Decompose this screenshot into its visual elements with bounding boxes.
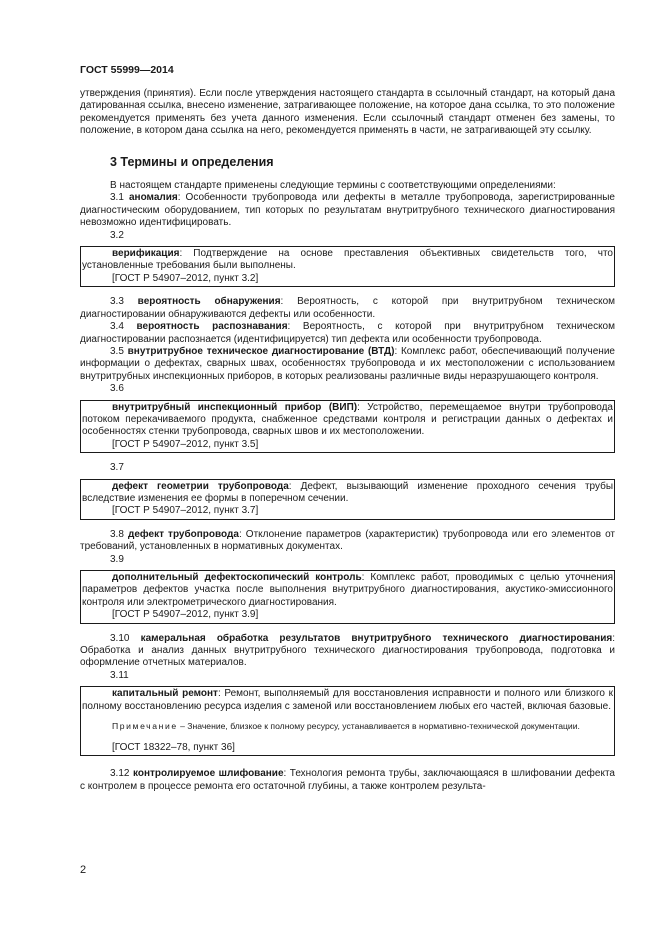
term-3-2: верификация: Подтверждение на основе преставления объективных свидетельств того, что установленные требования были выполнены. xyxy=(82,248,613,272)
page-content xyxy=(80,88,615,793)
term-3-11: капитальный ремонт: Ремонт, выполняемый для восстановления исправности и полного или близкого к полному восстановлению ресурса изделия с заменой или восстановлением любых его частей, включая базовые. xyxy=(82,688,613,712)
page-number: 2 xyxy=(80,864,87,876)
term-3-6-box xyxy=(80,400,615,454)
section-title: 3 Термины и определения xyxy=(110,154,274,169)
term-3-10-name: камеральная обработка результатов внутритрубного технического диагностирования xyxy=(140,632,613,644)
term-3-1: 3.1 аномалия: Особенности трубопровода или дефекты в металле трубопровода, зарегистрированные диагностическим оборудованием, тип которых по результатам внутритрубного технического диагностирования невозможно идентифицировать. xyxy=(80,192,615,229)
term-3-8-name: дефект трубопровода xyxy=(127,528,239,540)
term-3-7-number: 3.7 xyxy=(110,462,124,474)
term-3-6-source: [ГОСТ Р 54907–2012, пункт 3.5] xyxy=(112,438,259,450)
term-3-11-number: 3.11 xyxy=(110,669,129,681)
term-3-5-name: внутритрубное техническое диагностирование (ВТД) xyxy=(127,345,395,357)
term-3-4-name: вероятность распознавания xyxy=(136,321,288,333)
term-3-6-number: 3.6 xyxy=(110,383,124,395)
term-3-9-number: 3.9 xyxy=(110,553,124,565)
standard-header: ГОСТ 55999—2014 xyxy=(80,64,174,76)
term-3-5: 3.5 внутритрубное техническое диагностирование (ВТД): Комплекс работ, обеспечивающий получение информации о дефектах, сварных швах, особенностях трубопровода и их местоположении с использованием внутритрубных инспекционных приборов, в которых реализованы различные виды неразрушающего контроля. xyxy=(80,345,615,382)
term-3-2-source: [ГОСТ Р 54907–2012, пункт 3.2] xyxy=(112,272,259,284)
term-3-12: 3.12 контролируемое шлифование: Технология ремонта трубы, заключающаяся в шлифовании дефекта с контролем в процессе ремонта его остаточной глубины, а также контролем результа- xyxy=(80,768,615,792)
term-3-6: внутритрубный инспекционный прибор (ВИП): Устройство, перемещаемое внутри трубопровода потоком перекачиваемого продукта, снабженное средствами контроля и регистрации данных о дефектах и особенностях стенки трубопровода, сварных швов и их местоположении. xyxy=(82,401,613,438)
term-3-3: 3.3 вероятность обнаружения: Вероятность, с которой при внутритрубном техническом диагностировании обнаруживаются дефекты или особенности. xyxy=(80,296,616,320)
term-3-8: 3.8 дефект трубопровода: Отклонение параметров (характеристик) трубопровода или его элементов от требований, установленных в нормативных документах. xyxy=(80,528,615,553)
term-3-11-note: Примечание – Значение, близкое к полному ресурсу, устанавливается в нормативно-технической документации. xyxy=(112,721,580,732)
term-3-2-number: 3.2 xyxy=(110,229,124,241)
term-3-11-box xyxy=(80,686,615,756)
term-3-11-name: капитальный ремонт xyxy=(112,688,218,700)
term-3-7-box xyxy=(80,479,615,520)
note-label: Примечание xyxy=(112,721,178,732)
term-3-2-name: верификация xyxy=(112,248,180,260)
term-3-11-source: [ГОСТ 18322–78, пункт 36] xyxy=(112,742,235,754)
intro-paragraph: утверждения (принятия). Если после утверждения настоящего стандарта в ссылочный стандарт, на который дана датированная ссылка, внесено изменение, затрагивающее положение, на которое дана ссылка, то это положение рекомендуется применять без учета данного изменения. Если ссылочный стандарт отменен без замены, то положение, в котором дана ссылка на него, рекомендуется применять в части, не затрагивающей эту ссылку. xyxy=(80,88,615,137)
term-3-1-name: аномалия xyxy=(128,192,178,204)
term-3-9: дополнительный дефектоскопический контроль: Комплекс работ, проводимых с целью уточнения параметров дефектов участка после выполнения внутритрубного диагностирования, акустико-эмиссионного контроля или электрометрического диагностирования. xyxy=(82,572,613,608)
term-3-4: 3.4 вероятность распознавания: Вероятность, с которой при внутритрубном техническом диагностировании распознается (идентифицируется) тип дефекта или особенности трубопровода. xyxy=(80,321,615,345)
term-3-7-name: дефект геометрии трубопровода xyxy=(112,480,289,492)
term-3-12-name: контролируемое шлифование xyxy=(132,768,284,780)
term-3-7: дефект геометрии трубопровода: Дефект, вызывающий изменение проходного сечения трубы вследствие изменения ее формы в поперечном сечении. xyxy=(82,480,614,504)
term-3-9-source: [ГОСТ Р 54907–2012, пункт 3.9] xyxy=(112,609,259,621)
term-3-2-box xyxy=(80,246,615,287)
term-3-10: 3.10 камеральная обработка результатов внутритрубного технического диагностирования: Обработка и анализ данных внутритрубного технического диагностирования трубопровода, подготовка и оформление отчетных материалов. xyxy=(80,632,615,669)
term-3-3-name: вероятность обнаружения xyxy=(137,296,281,308)
term-3-9-box xyxy=(80,570,615,624)
lead-paragraph: В настоящем стандарте применены следующие термины с соответствующими определениями: xyxy=(110,180,556,192)
term-3-7-source: [ГОСТ Р 54907–2012, пункт 3.7] xyxy=(112,505,259,517)
term-3-9-name: дополнительный дефектоскопический контроль xyxy=(112,572,362,583)
term-3-6-name: внутритрубный инспекционный прибор (ВИП) xyxy=(112,401,358,413)
